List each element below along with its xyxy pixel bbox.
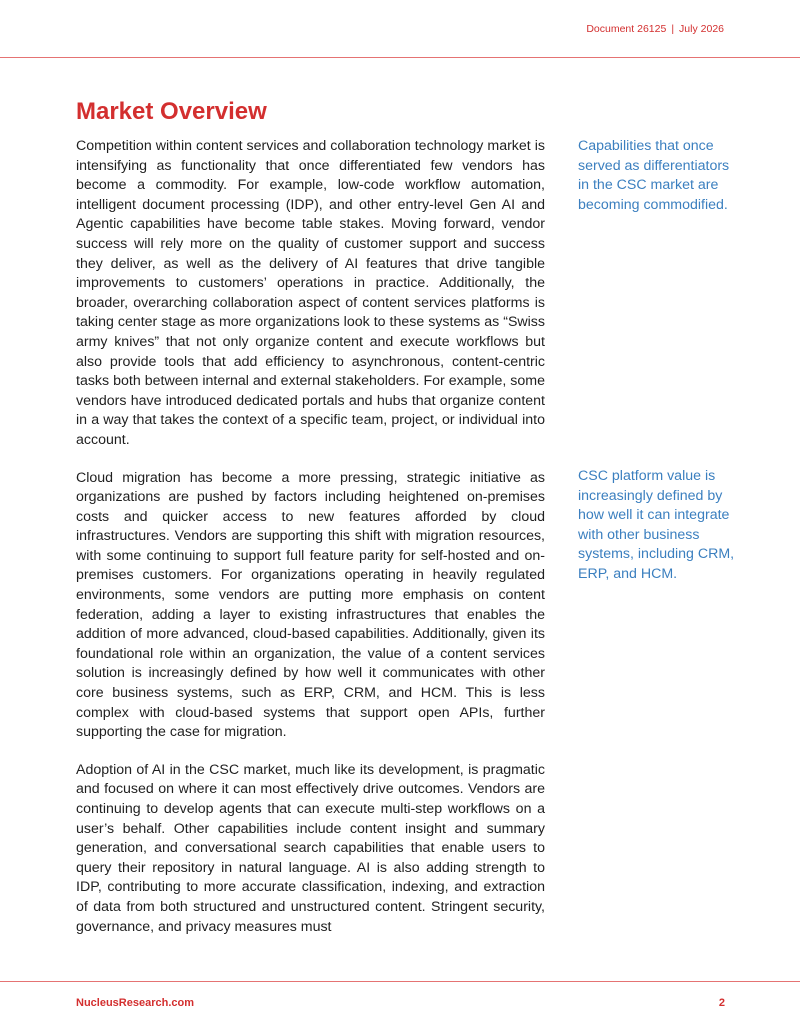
paragraph-cloud-migration: Cloud migration has become a more pressing, strategic initiative as organizations are pushed by factors including heightened on-premises costs and quicker access to new features afforded by cloud infrastructures. Vendors are supporting this shift with migration resources, with some continuing to support full feature parity for self-hosted and on-premises customers. For organizations operating in heavily regulated environments, some vendors are putting more emphasis on content federation, adding a layer to existing infrastructures that enables the addition of more advanced, cloud-based capabilities. Additionally, given its foundational role within an organization, the value of a content services solution is increasingly defined by how well it communicates with other core business systems, such as ERP, CRM, and HCM. This is less complex with cloud-based systems that support open APIs, further supporting the case for migration. <box>76 469 545 741</box>
body-text <box>76 137 545 955</box>
document-id: Document 26125 <box>586 23 667 35</box>
footer-divider <box>0 981 800 982</box>
section-title: Market Overview <box>76 98 267 125</box>
paragraph-competition: Competition within content services and collaboration technology market is intensifying as functionality that once differentiated few vendors has become a commodity. For example, low-code workflow automation, intelligent document processing (IDP), and other entry-level Gen AI and Agentic capabilities have become table stakes. Moving forward, vendor success will rely more on the quality of customer support and success they deliver, as well as the delivery of AI features that drive tangible improvements to customers’ operations in practice. Additionally, the broader, overarching collaboration aspect of content services platforms is taking center stage as more organizations look to these systems as “Swiss army knives” that not only organize content and execute workflows but also provide tools that add efficiency to asynchronous, content-centric tasks both between internal and external stakeholders. For example, some vendors have introduced dedicated portals and hubs that organize content in a way that takes the context of a specific team, project, or individual into account. <box>76 138 545 448</box>
paragraph-ai-adoption: Adoption of AI in the CSC market, much like its development, is pragmatic and focused on where it can most effectively drive outcomes. Vendors are continuing to develop agents that can execute multi-step workflows on a user’s behalf. Other capabilities include content insight and summary generation, and conversational search capabilities that enable users to query their repository in natural language. AI is also adding strength to IDP, contributing to more accurate classification, indexing, and extraction of data from both structured and unstructured content. Stringent security, governance, and privacy measures must <box>76 761 545 935</box>
sidenote-commodified: Capabilities that once served as differentiators in the CSC market are becoming commodified. <box>578 138 730 213</box>
meta-separator: | <box>671 23 675 35</box>
sidenote-integration: CSC platform value is increasingly defined by how well it can integrate with other business systems, including CRM, ERP, and HCM. <box>578 468 735 582</box>
page-number: 2 <box>718 997 725 1009</box>
footer-site-link[interactable]: NucleusResearch.com <box>76 997 194 1009</box>
header-divider <box>0 57 800 58</box>
document-meta <box>586 23 724 35</box>
document-date: July 2026 <box>679 23 724 35</box>
